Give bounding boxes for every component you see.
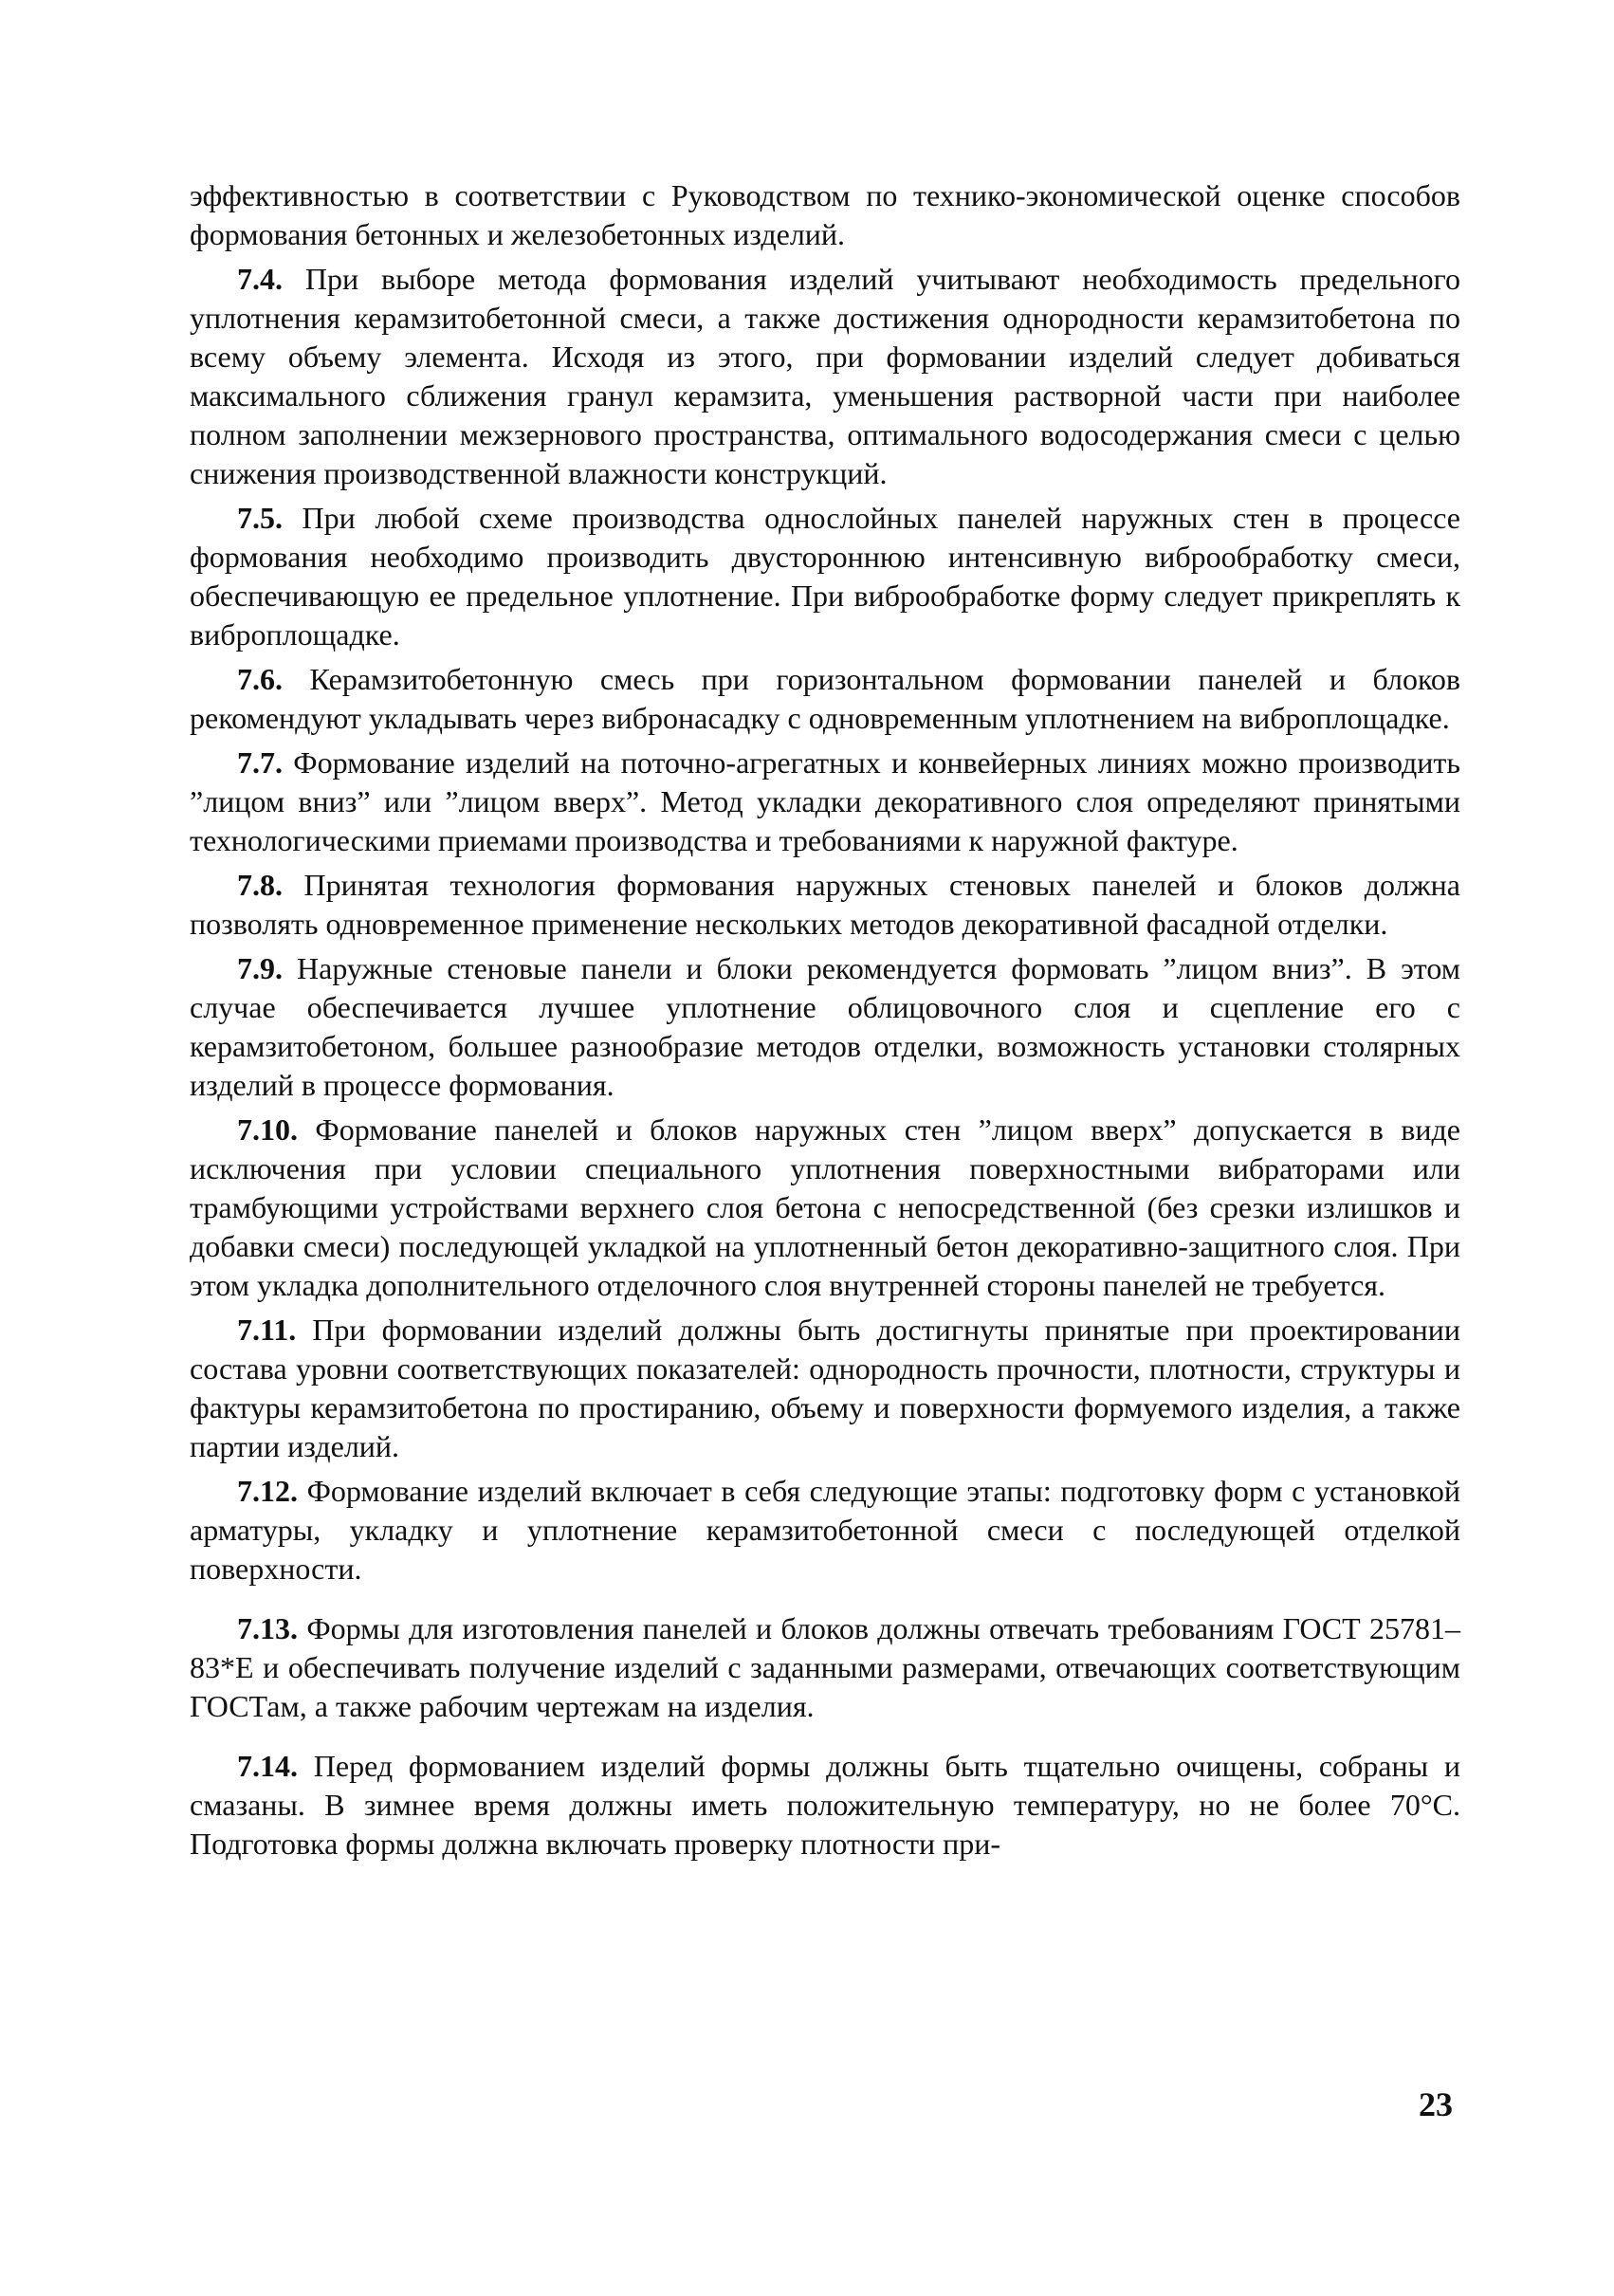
paragraph-text: Формы для изготовления панелей и блоков должны отвечать требованиям ГОСТ 25781–83*Е и обеспечивать получение изделий с заданными размерами, отвечающих соответствующим ГОСТам, а также рабочим чертежам на изделия. — [190, 1611, 1461, 1723]
paragraph-number: 7.10. — [237, 1112, 298, 1147]
paragraph-7-14 — [190, 1747, 1460, 1864]
paragraph-7-9 — [190, 949, 1460, 1105]
paragraph-text: Перед формованием изделий формы должны быть тщательно очищены, собраны и смазаны. В зимнее время должны иметь положительную температуру, но не более 70°С. Подготовка формы должна включать проверку плотности при- — [190, 1749, 1461, 1861]
paragraph-7-10 — [190, 1111, 1460, 1305]
paragraph-7-13 — [190, 1609, 1460, 1726]
paragraph-7-6 — [190, 660, 1460, 738]
paragraph-number: 7.5. — [237, 501, 283, 535]
paragraph-number: 7.14. — [237, 1749, 298, 1783]
paragraph-text: При выборе метода формования изделий учитывают необходимость предельного уплотнения керамзитобетонной смеси, а также достижения однородности керамзитобетона по всему объему элемента. Исходя из этого, при формовании изделий следует добиваться максимального сближения гранул керамзита, уменьшения растворной части при наиболее полном заполнении межзернового пространства, оптимального водосодержания смеси с целью снижения производственной влажности конструкций. — [190, 262, 1461, 490]
paragraph-number: 7.9. — [237, 951, 283, 985]
paragraph-7-11 — [190, 1311, 1460, 1466]
paragraph-7-7 — [190, 744, 1460, 860]
paragraph-number: 7.6. — [237, 662, 283, 696]
paragraph-number: 7.8. — [237, 868, 283, 902]
paragraph-7-5 — [190, 499, 1460, 654]
paragraph-7-12 — [190, 1472, 1460, 1589]
paragraph-number: 7.13. — [237, 1611, 298, 1645]
paragraph-text: Формование изделий включает в себя следующие этапы: подготовку форм с установкой арматуры, укладку и уплотнение керамзитобетонной смеси с последующей отделкой поверхности. — [190, 1474, 1461, 1586]
paragraph-text: Наружные стеновые панели и блоки рекомендуется формовать ”лицом вниз”. В этом случае обеспечивается лучшее уплотнение облицовочного слоя и сцепление его с керамзитобетоном, большее разнообразие методов отделки, возможность установки столярных изделий в процессе формования. — [190, 951, 1461, 1102]
paragraph-number: 7.12. — [237, 1474, 298, 1508]
paragraph-7-4 — [190, 260, 1460, 493]
paragraph-text: При любой схеме производства однослойных панелей наружных стен в процессе формования необходимо производить двустороннюю интенсивную виброобработку смеси, обеспечивающую ее предельное уплотнение. При виброобработке форму следует прикреплять к виброплощадке. — [190, 501, 1461, 652]
paragraph-text: Керамзитобетонную смесь при горизонтальном формовании панелей и блоков рекомендуют укладывать через вибронасадку с одновременным уплотнением на виброплощадке. — [190, 662, 1461, 735]
body-text — [190, 176, 1460, 1864]
paragraph-text: При формовании изделий должны быть достигнуты принятые при проектировании состава уровни соответствующих показателей: однородность прочности, плотности, структуры и фактуры керамзитобетона по простиранию, объему и поверхности формуемого изделия, а также партии изделий. — [190, 1313, 1461, 1463]
paragraph-number: 7.4. — [237, 262, 283, 296]
paragraph-number: 7.11. — [237, 1313, 297, 1347]
paragraph-text: эффективностью в соответствии с Руководством по технико-экономической оценке способов формования бетонных и железобетонных изделий. — [190, 178, 1460, 251]
paragraph-number: 7.7. — [237, 745, 283, 780]
page-number: 23 — [1419, 2085, 1453, 2123]
paragraph-continuation — [190, 176, 1460, 254]
paragraph-7-8 — [190, 866, 1460, 944]
paragraph-text: Принятая технология формования наружных стеновых панелей и блоков должна позволять одновременное применение нескольких методов декоративной фасадной отделки. — [190, 868, 1461, 941]
paragraph-text: Формование изделий на поточно-агрегатных и конвейерных линиях можно производить ”лицом вниз” или ”лицом вверх”. Метод укладки декоративного слоя определяют принятыми технологическими приемами производства и требованиями к наружной фактуре. — [190, 745, 1461, 857]
paragraph-text: Формование панелей и блоков наружных стен ”лицом вверх” допускается в виде исключения при условии специального уплотнения поверхностными вибраторами или трамбующими устройствами верхнего слоя бетона с непосредственной (без срезки излишков и добавки смеси) последующей укладкой на уплотненный бетон декоративно-защитного слоя. При этом укладка дополнительного отделочного слоя внутренней стороны панелей не требуется. — [190, 1112, 1461, 1302]
